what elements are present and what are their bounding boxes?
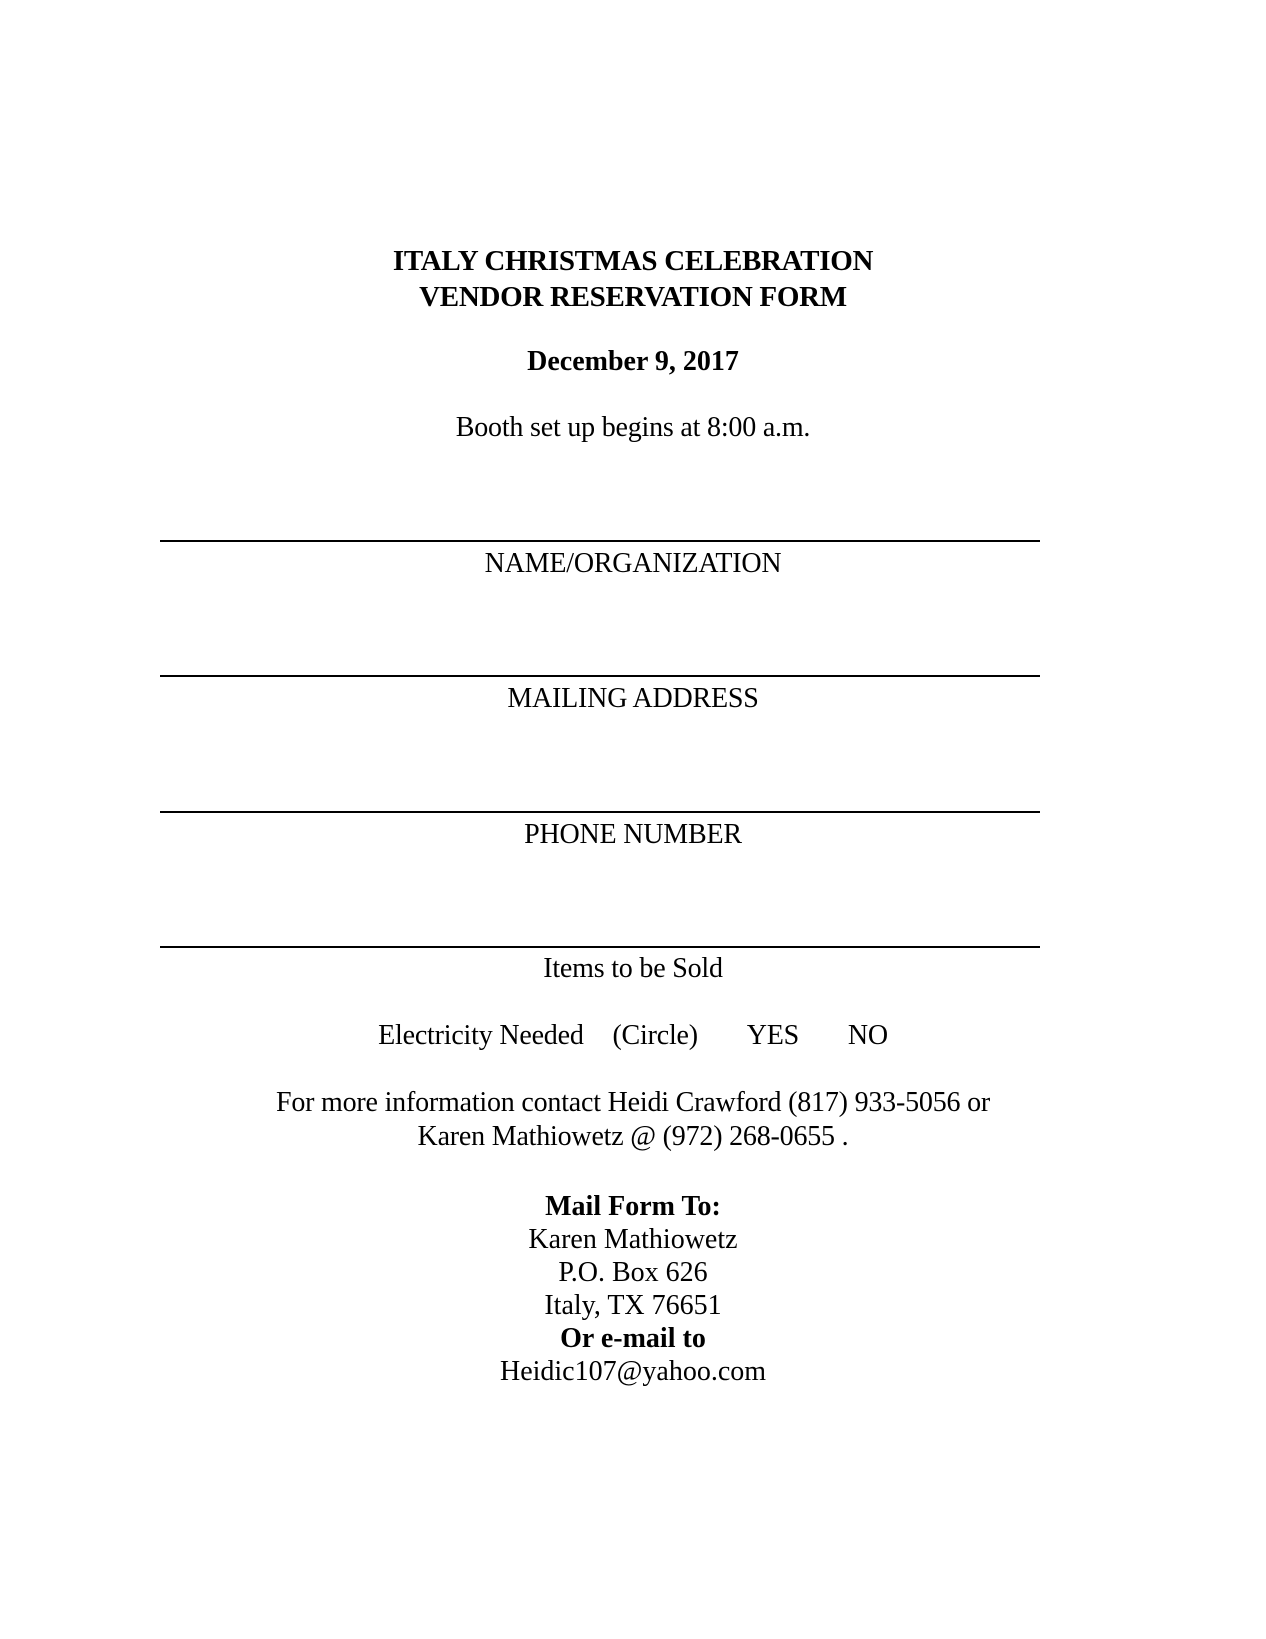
mail-name: Karen Mathiowetz [528, 1224, 738, 1255]
mail-city: Italy, TX 76651 [544, 1290, 722, 1321]
email-address[interactable]: Heidic107@yahoo.com [499, 1356, 767, 1387]
name-label: NAME/ORGANIZATION [484, 548, 782, 579]
setup-time: Booth set up begins at 8:00 a.m. [455, 412, 811, 443]
items-input-line[interactable] [160, 946, 1040, 948]
electricity-row [0, 1020, 1266, 1052]
form-title-line1: ITALY CHRISTMAS CELEBRATION [392, 245, 874, 277]
phone-input-line[interactable] [160, 811, 1040, 813]
electricity-label: Electricity Needed [378, 1020, 584, 1051]
form-title-line2: VENDOR RESERVATION FORM [419, 281, 847, 313]
yes-option[interactable]: YES [746, 1020, 800, 1051]
mail-heading: Mail Form To: [545, 1191, 721, 1222]
contact-line2: Karen Mathiowetz @ (972) 268-0655 . [417, 1121, 849, 1152]
items-label: Items to be Sold [543, 953, 723, 984]
mail-block [0, 1190, 1266, 1388]
phone-label: PHONE NUMBER [524, 819, 742, 850]
address-label: MAILING ADDRESS [507, 683, 759, 714]
no-option[interactable]: NO [847, 1020, 888, 1051]
event-date: December 9, 2017 [527, 346, 739, 377]
circle-instruction: (Circle) [612, 1020, 698, 1051]
mail-po-box: P.O. Box 626 [558, 1257, 708, 1288]
or-email-heading: Or e-mail to [560, 1323, 706, 1354]
name-input-line[interactable] [160, 540, 1040, 542]
address-input-line[interactable] [160, 675, 1040, 677]
contact-line1: For more information contact Heidi Crawford (817) 933-5056 or [275, 1087, 991, 1118]
